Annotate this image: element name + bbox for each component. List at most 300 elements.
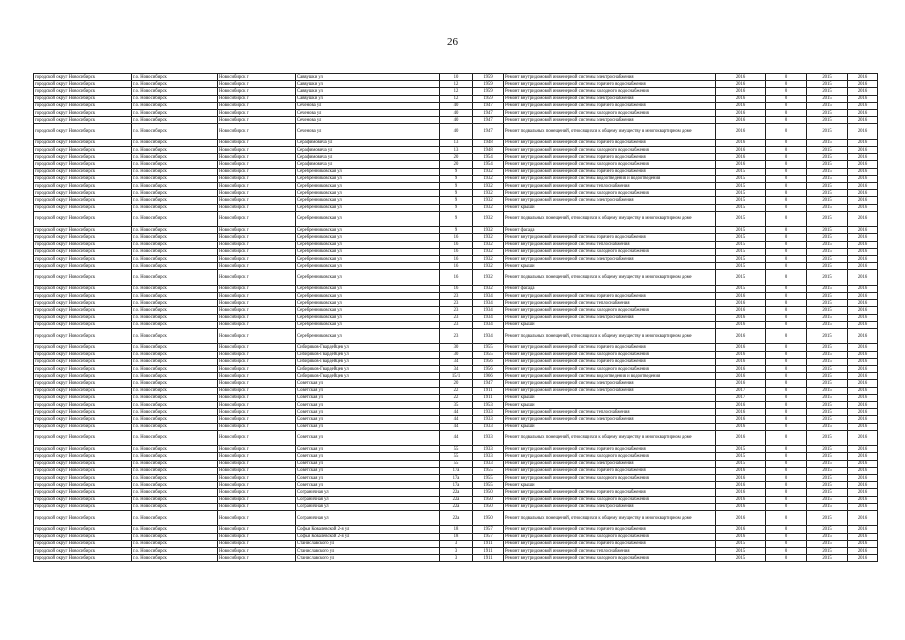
table-row — [34, 540, 878, 547]
cell-city: Новосибирск г — [218, 453, 296, 460]
table-body — [34, 74, 878, 562]
table-row — [34, 168, 878, 175]
cell-period-start: 2015 — [807, 482, 848, 489]
cell-street: Советская ул — [296, 460, 440, 467]
cell-plan-year: 2016 — [716, 526, 766, 533]
cell-work-type: Ремонт внутридомовой инженерной системы теплоснабжения — [504, 241, 716, 248]
cell-work-type: Ремонт внутридомовой инженерной системы электроснабжения — [504, 380, 716, 387]
cell-street: Сибиряков-Гвардейцев ул — [296, 366, 440, 373]
cell-work-type: Ремонт внутридомовой инженерной системы горячего водоснабжения — [504, 540, 716, 547]
cell-street: Серебренниковская ул — [296, 182, 440, 189]
cell-city: Новосибирск г — [218, 109, 296, 116]
table-row — [34, 496, 878, 503]
cell-work-type: Ремонт внутридомовой инженерной системы горячего водоснабжения — [504, 293, 716, 300]
cell-plan-year: 2015 — [716, 241, 766, 248]
cell-period-start: 2015 — [807, 74, 848, 81]
cell-district: г.о. Новосибирск — [132, 321, 218, 328]
cell-street: Серебренниковская ул — [296, 168, 440, 175]
works-table — [33, 73, 878, 562]
table-row — [34, 263, 878, 270]
cell-street: Советская ул — [296, 387, 440, 394]
cell-cost: 0 — [766, 358, 807, 365]
cell-city: Новосибирск г — [218, 88, 296, 95]
cell-cost: 0 — [766, 255, 807, 262]
cell-city: Новосибирск г — [218, 344, 296, 351]
cell-work-type: Ремонт внутридомовой инженерной системы горячего водоснабжения — [504, 139, 716, 146]
cell-period-start: 2015 — [807, 168, 848, 175]
cell-cost: 0 — [766, 351, 807, 358]
cell-period-start: 2015 — [807, 467, 848, 474]
cell-municipality: городской округ Новосибирск — [34, 109, 132, 116]
cell-year: 1932 — [473, 168, 504, 175]
cell-period-end: 2016 — [848, 197, 878, 204]
cell-city: Новосибирск г — [218, 526, 296, 533]
cell-municipality: городской округ Новосибирск — [34, 380, 132, 387]
cell-city: Новосибирск г — [218, 555, 296, 562]
cell-period-start: 2015 — [807, 409, 848, 416]
cell-house: 30 — [440, 351, 473, 358]
cell-district: г.о. Новосибирск — [132, 139, 218, 146]
cell-street: Серафимовича ул — [296, 154, 440, 161]
cell-work-type: Ремонт подвальных помещений, относящихся к общему имуществу в многоквартирном доме — [504, 124, 716, 140]
table-row — [34, 255, 878, 262]
table-row — [34, 533, 878, 540]
cell-municipality: городской округ Новосибирск — [34, 328, 132, 344]
cell-municipality: городской округ Новосибирск — [34, 190, 132, 197]
cell-plan-year: 2016 — [716, 358, 766, 365]
cell-work-type: Ремонт внутридомовой инженерной системы холодного водоснабжения — [504, 533, 716, 540]
cell-year: 1954 — [473, 161, 504, 168]
cell-plan-year: 2016 — [716, 401, 766, 408]
cell-house: 55 — [440, 453, 473, 460]
cell-municipality: городской округ Новосибирск — [34, 387, 132, 394]
cell-period-start: 2015 — [807, 328, 848, 344]
cell-house: 34 — [440, 366, 473, 373]
cell-work-type: Ремонт внутридомовой инженерной системы холодного водоснабжения — [504, 109, 716, 116]
cell-period-end: 2016 — [848, 147, 878, 154]
cell-district: г.о. Новосибирск — [132, 211, 218, 227]
table-row — [34, 503, 878, 510]
cell-street: Софьи Ковалевской 2-я ул — [296, 533, 440, 540]
cell-municipality: городской округ Новосибирск — [34, 547, 132, 554]
cell-plan-year: 2016 — [716, 328, 766, 344]
cell-period-start: 2015 — [807, 547, 848, 554]
cell-plan-year: 2017 — [716, 387, 766, 394]
cell-municipality: городской округ Новосибирск — [34, 95, 132, 102]
cell-municipality: городской округ Новосибирск — [34, 168, 132, 175]
cell-work-type: Ремонт внутридомовой инженерной системы электроснабжения — [504, 460, 716, 467]
cell-house: 13 — [440, 139, 473, 146]
cell-house: 22 — [440, 394, 473, 401]
cell-district: г.о. Новосибирск — [132, 373, 218, 380]
cell-city: Новосибирск г — [218, 285, 296, 292]
cell-district: г.о. Новосибирск — [132, 102, 218, 109]
cell-district: г.о. Новосибирск — [132, 175, 218, 182]
cell-house: 3 — [440, 555, 473, 562]
cell-period-end: 2016 — [848, 182, 878, 189]
cell-district: г.о. Новосибирск — [132, 190, 218, 197]
cell-house: 13 — [440, 147, 473, 154]
cell-street: Софьи Ковалевской 2-я ул — [296, 526, 440, 533]
cell-work-type: Ремонт внутридомовой инженерной системы горячего водоснабжения — [504, 81, 716, 88]
table-row — [34, 416, 878, 423]
cell-plan-year: 2015 — [716, 182, 766, 189]
cell-year: 1953 — [473, 401, 504, 408]
cell-work-type: Ремонт внутридомовой инженерной системы водоотведения и водоотведения — [504, 373, 716, 380]
cell-house: 44 — [440, 423, 473, 430]
table-row — [34, 241, 878, 248]
cell-house: 12 — [440, 81, 473, 88]
cell-street: Сограничная ул — [296, 489, 440, 496]
cell-house: 23 — [440, 300, 473, 307]
cell-house: 16 — [440, 234, 473, 241]
cell-plan-year: 2015 — [716, 460, 766, 467]
cell-street: Советская ул — [296, 482, 440, 489]
cell-house: 23 — [440, 307, 473, 314]
cell-house: 18 — [440, 533, 473, 540]
cell-year: 1955 — [473, 351, 504, 358]
cell-year: 1948 — [473, 139, 504, 146]
cell-period-start: 2015 — [807, 430, 848, 446]
cell-period-start: 2015 — [807, 496, 848, 503]
cell-period-start: 2015 — [807, 307, 848, 314]
cell-period-start: 2015 — [807, 314, 848, 321]
cell-district: г.о. Новосибирск — [132, 453, 218, 460]
cell-work-type: Ремонт внутридомовой инженерной системы горячего водоснабжения — [504, 526, 716, 533]
cell-municipality: городской округ Новосибирск — [34, 139, 132, 146]
cell-period-start: 2015 — [807, 175, 848, 182]
cell-plan-year: 2015 — [716, 446, 766, 453]
table-row — [34, 81, 878, 88]
cell-work-type: Ремонт крыши — [504, 482, 716, 489]
cell-plan-year: 2016 — [716, 351, 766, 358]
cell-district: г.о. Новосибирск — [132, 533, 218, 540]
cell-district: г.о. Новосибирск — [132, 95, 218, 102]
cell-work-type: Ремонт внутридомовой инженерной системы горячего водоснабжения — [504, 102, 716, 109]
cell-city: Новосибирск г — [218, 300, 296, 307]
cell-municipality: городской округ Новосибирск — [34, 88, 132, 95]
table-row — [34, 124, 878, 140]
cell-house: 16 — [440, 263, 473, 270]
cell-municipality: городской округ Новосибирск — [34, 74, 132, 81]
cell-period-end: 2016 — [848, 496, 878, 503]
cell-year: 1932 — [473, 248, 504, 255]
cell-work-type: Ремонт фасада — [504, 285, 716, 292]
cell-municipality: городской округ Новосибирск — [34, 147, 132, 154]
cell-city: Новосибирск г — [218, 102, 296, 109]
cell-house: 34 — [440, 358, 473, 365]
cell-city: Новосибирск г — [218, 270, 296, 286]
cell-cost: 0 — [766, 197, 807, 204]
cell-cost: 0 — [766, 293, 807, 300]
cell-cost: 0 — [766, 241, 807, 248]
cell-district: г.о. Новосибирск — [132, 489, 218, 496]
cell-plan-year: 2016 — [716, 423, 766, 430]
cell-city: Новосибирск г — [218, 373, 296, 380]
cell-district: г.о. Новосибирск — [132, 474, 218, 481]
cell-period-end: 2016 — [848, 423, 878, 430]
cell-house: 40 — [440, 117, 473, 124]
cell-cost: 0 — [766, 117, 807, 124]
cell-street: Серебренниковская ул — [296, 321, 440, 328]
cell-year: 1932 — [473, 263, 504, 270]
cell-plan-year: 2015 — [716, 234, 766, 241]
cell-street: Сограничная ул — [296, 510, 440, 526]
cell-street: Серебренниковская ул — [296, 307, 440, 314]
cell-house: 10 — [440, 74, 473, 81]
cell-period-end: 2016 — [848, 540, 878, 547]
cell-period-start: 2015 — [807, 453, 848, 460]
cell-cost: 0 — [766, 423, 807, 430]
cell-street: Серафимовича ул — [296, 139, 440, 146]
cell-district: г.о. Новосибирск — [132, 416, 218, 423]
cell-city: Новосибирск г — [218, 358, 296, 365]
cell-work-type: Ремонт внутридомовой инженерной системы теплоснабжения — [504, 547, 716, 554]
cell-year: 1932 — [473, 285, 504, 292]
cell-house: 40 — [440, 109, 473, 116]
cell-street: Серебренниковская ул — [296, 241, 440, 248]
cell-year: 1954 — [473, 154, 504, 161]
table-row — [34, 547, 878, 554]
cell-plan-year: 2016 — [716, 154, 766, 161]
cell-year: 1956 — [473, 366, 504, 373]
cell-municipality: городской округ Новосибирск — [34, 197, 132, 204]
cell-plan-year: 2016 — [716, 314, 766, 321]
cell-street: Серебренниковская ул — [296, 263, 440, 270]
cell-municipality: городской округ Новосибирск — [34, 263, 132, 270]
cell-year: 1947 — [473, 117, 504, 124]
cell-work-type: Ремонт внутридомовой инженерной системы горячего водоснабжения — [504, 489, 716, 496]
cell-year: 1932 — [473, 270, 504, 286]
cell-city: Новосибирск г — [218, 124, 296, 140]
cell-city: Новосибирск г — [218, 197, 296, 204]
cell-cost: 0 — [766, 387, 807, 394]
cell-period-start: 2015 — [807, 300, 848, 307]
cell-year: 1932 — [473, 255, 504, 262]
cell-work-type: Ремонт внутридомовой инженерной системы холодного водоснабжения — [504, 453, 716, 460]
cell-cost: 0 — [766, 161, 807, 168]
cell-cost: 0 — [766, 555, 807, 562]
table-row — [34, 474, 878, 481]
cell-house: 9 — [440, 211, 473, 227]
cell-cost: 0 — [766, 182, 807, 189]
cell-municipality: городской округ Новосибирск — [34, 430, 132, 446]
cell-year: 1933 — [473, 453, 504, 460]
table-row — [34, 285, 878, 292]
cell-period-end: 2016 — [848, 154, 878, 161]
cell-house: 22а — [440, 496, 473, 503]
cell-cost: 0 — [766, 503, 807, 510]
cell-street: Советская ул — [296, 416, 440, 423]
table-row — [34, 387, 878, 394]
cell-house: 44 — [440, 430, 473, 446]
cell-work-type: Ремонт внутридомовой инженерной системы холодного водоснабжения — [504, 474, 716, 481]
cell-house: 16 — [440, 241, 473, 248]
page-number: 26 — [447, 36, 458, 48]
cell-municipality: городской округ Новосибирск — [34, 401, 132, 408]
cell-plan-year: 2015 — [716, 285, 766, 292]
cell-district: г.о. Новосибирск — [132, 293, 218, 300]
cell-period-start: 2015 — [807, 474, 848, 481]
cell-municipality: городской округ Новосибирск — [34, 234, 132, 241]
cell-street: Серебренниковская ул — [296, 300, 440, 307]
cell-house: 20 — [440, 154, 473, 161]
cell-municipality: городской округ Новосибирск — [34, 358, 132, 365]
cell-house: 12 — [440, 95, 473, 102]
cell-municipality: городской округ Новосибирск — [34, 474, 132, 481]
cell-city: Новосибирск г — [218, 263, 296, 270]
cell-municipality: городской округ Новосибирск — [34, 321, 132, 328]
cell-street: Серебренниковская ул — [296, 211, 440, 227]
cell-work-type: Ремонт внутридомовой инженерной системы горячего водоснабжения — [504, 467, 716, 474]
cell-year: 1933 — [473, 423, 504, 430]
cell-cost: 0 — [766, 510, 807, 526]
table-row — [34, 117, 878, 124]
cell-street: Советская ул — [296, 401, 440, 408]
cell-cost: 0 — [766, 526, 807, 533]
cell-city: Новосибирск г — [218, 474, 296, 481]
cell-city: Новосибирск г — [218, 387, 296, 394]
cell-plan-year: 2015 — [716, 255, 766, 262]
table-row — [34, 380, 878, 387]
cell-cost: 0 — [766, 314, 807, 321]
cell-house: 35 — [440, 401, 473, 408]
cell-plan-year: 2016 — [716, 139, 766, 146]
cell-cost: 0 — [766, 366, 807, 373]
cell-period-start: 2015 — [807, 460, 848, 467]
cell-year: 1932 — [473, 197, 504, 204]
cell-house: 20 — [440, 380, 473, 387]
cell-street: Советская ул — [296, 409, 440, 416]
cell-period-end: 2016 — [848, 489, 878, 496]
cell-municipality: городской округ Новосибирск — [34, 204, 132, 211]
cell-house: 44 — [440, 409, 473, 416]
cell-period-start: 2015 — [807, 197, 848, 204]
cell-plan-year: 2015 — [716, 453, 766, 460]
cell-house: 30 — [440, 344, 473, 351]
cell-year: 1947 — [473, 109, 504, 116]
cell-city: Новосибирск г — [218, 351, 296, 358]
cell-cost: 0 — [766, 270, 807, 286]
cell-work-type: Ремонт внутридомовой инженерной системы электроснабжения — [504, 416, 716, 423]
cell-period-end: 2016 — [848, 394, 878, 401]
cell-cost: 0 — [766, 446, 807, 453]
cell-period-start: 2015 — [807, 416, 848, 423]
cell-work-type: Ремонт внутридомовой инженерной системы холодного водоснабжения — [504, 147, 716, 154]
cell-work-type: Ремонт внутридомовой инженерной системы холодного водоснабжения — [504, 88, 716, 95]
cell-district: г.о. Новосибирск — [132, 117, 218, 124]
cell-plan-year: 2015 — [716, 204, 766, 211]
cell-city: Новосибирск г — [218, 510, 296, 526]
cell-plan-year: 2016 — [716, 482, 766, 489]
cell-cost: 0 — [766, 328, 807, 344]
cell-city: Новосибирск г — [218, 307, 296, 314]
cell-work-type: Ремонт крыши — [504, 423, 716, 430]
table-row — [34, 293, 878, 300]
cell-plan-year: 2015 — [716, 270, 766, 286]
cell-street: Серафимовича ул — [296, 161, 440, 168]
cell-work-type: Ремонт крыши — [504, 321, 716, 328]
cell-street: Советская ул — [296, 394, 440, 401]
cell-district: г.о. Новосибирск — [132, 300, 218, 307]
cell-street: Станиславского ул — [296, 540, 440, 547]
cell-district: г.о. Новосибирск — [132, 366, 218, 373]
cell-work-type: Ремонт внутридомовой инженерной системы водоотведения и водоотведения — [504, 175, 716, 182]
cell-year: 1956 — [473, 358, 504, 365]
cell-work-type: Ремонт внутридомовой инженерной системы теплоснабжения — [504, 300, 716, 307]
cell-city: Новосибирск г — [218, 139, 296, 146]
cell-municipality: городской округ Новосибирск — [34, 351, 132, 358]
cell-city: Новосибирск г — [218, 175, 296, 182]
table-row — [34, 74, 878, 81]
cell-municipality: городской округ Новосибирск — [34, 211, 132, 227]
cell-street: Сибиряков-Гвардейцев ул — [296, 351, 440, 358]
cell-street: Серебренниковская ул — [296, 293, 440, 300]
cell-work-type: Ремонт крыши — [504, 394, 716, 401]
cell-city: Новосибирск г — [218, 446, 296, 453]
cell-year: 1934 — [473, 307, 504, 314]
cell-city: Новосибирск г — [218, 147, 296, 154]
cell-work-type: Ремонт внутридомовой инженерной системы горячего водоснабжения — [504, 344, 716, 351]
cell-work-type: Ремонт внутридомовой инженерной системы теплоснабжения — [504, 182, 716, 189]
cell-municipality: городской округ Новосибирск — [34, 227, 132, 234]
cell-year: 1933 — [473, 430, 504, 446]
cell-municipality: городской округ Новосибирск — [34, 270, 132, 286]
cell-work-type: Ремонт крыши — [504, 204, 716, 211]
cell-period-start: 2015 — [807, 387, 848, 394]
cell-city: Новосибирск г — [218, 416, 296, 423]
table-row — [34, 351, 878, 358]
cell-period-end: 2016 — [848, 358, 878, 365]
cell-house: 40 — [440, 102, 473, 109]
cell-city: Новосибирск г — [218, 95, 296, 102]
cell-plan-year: 2016 — [716, 321, 766, 328]
cell-period-end: 2016 — [848, 211, 878, 227]
cell-city: Новосибирск г — [218, 314, 296, 321]
cell-district: г.о. Новосибирск — [132, 409, 218, 416]
cell-cost: 0 — [766, 139, 807, 146]
cell-municipality: городской округ Новосибирск — [34, 314, 132, 321]
cell-cost: 0 — [766, 540, 807, 547]
cell-district: г.о. Новосибирск — [132, 234, 218, 241]
cell-year: 1932 — [473, 182, 504, 189]
cell-house: 18 — [440, 526, 473, 533]
cell-year: 1950 — [473, 503, 504, 510]
table-row — [34, 211, 878, 227]
cell-city: Новосибирск г — [218, 168, 296, 175]
cell-period-end: 2016 — [848, 88, 878, 95]
cell-period-start: 2015 — [807, 190, 848, 197]
cell-year: 1911 — [473, 387, 504, 394]
cell-street: Советская ул — [296, 467, 440, 474]
cell-house: 15/1 — [440, 373, 473, 380]
cell-district: г.о. Новосибирск — [132, 307, 218, 314]
cell-plan-year: 2016 — [716, 416, 766, 423]
cell-district: г.о. Новосибирск — [132, 467, 218, 474]
table-row — [34, 227, 878, 234]
cell-plan-year: 2017 — [716, 394, 766, 401]
cell-period-start: 2015 — [807, 503, 848, 510]
cell-year: 1932 — [473, 211, 504, 227]
cell-district: г.о. Новосибирск — [132, 510, 218, 526]
cell-street: Саввушки ул — [296, 88, 440, 95]
cell-period-end: 2016 — [848, 204, 878, 211]
cell-year: 1934 — [473, 328, 504, 344]
cell-district: г.о. Новосибирск — [132, 387, 218, 394]
cell-period-start: 2015 — [807, 540, 848, 547]
cell-cost: 0 — [766, 380, 807, 387]
cell-street: Серебренниковская ул — [296, 234, 440, 241]
